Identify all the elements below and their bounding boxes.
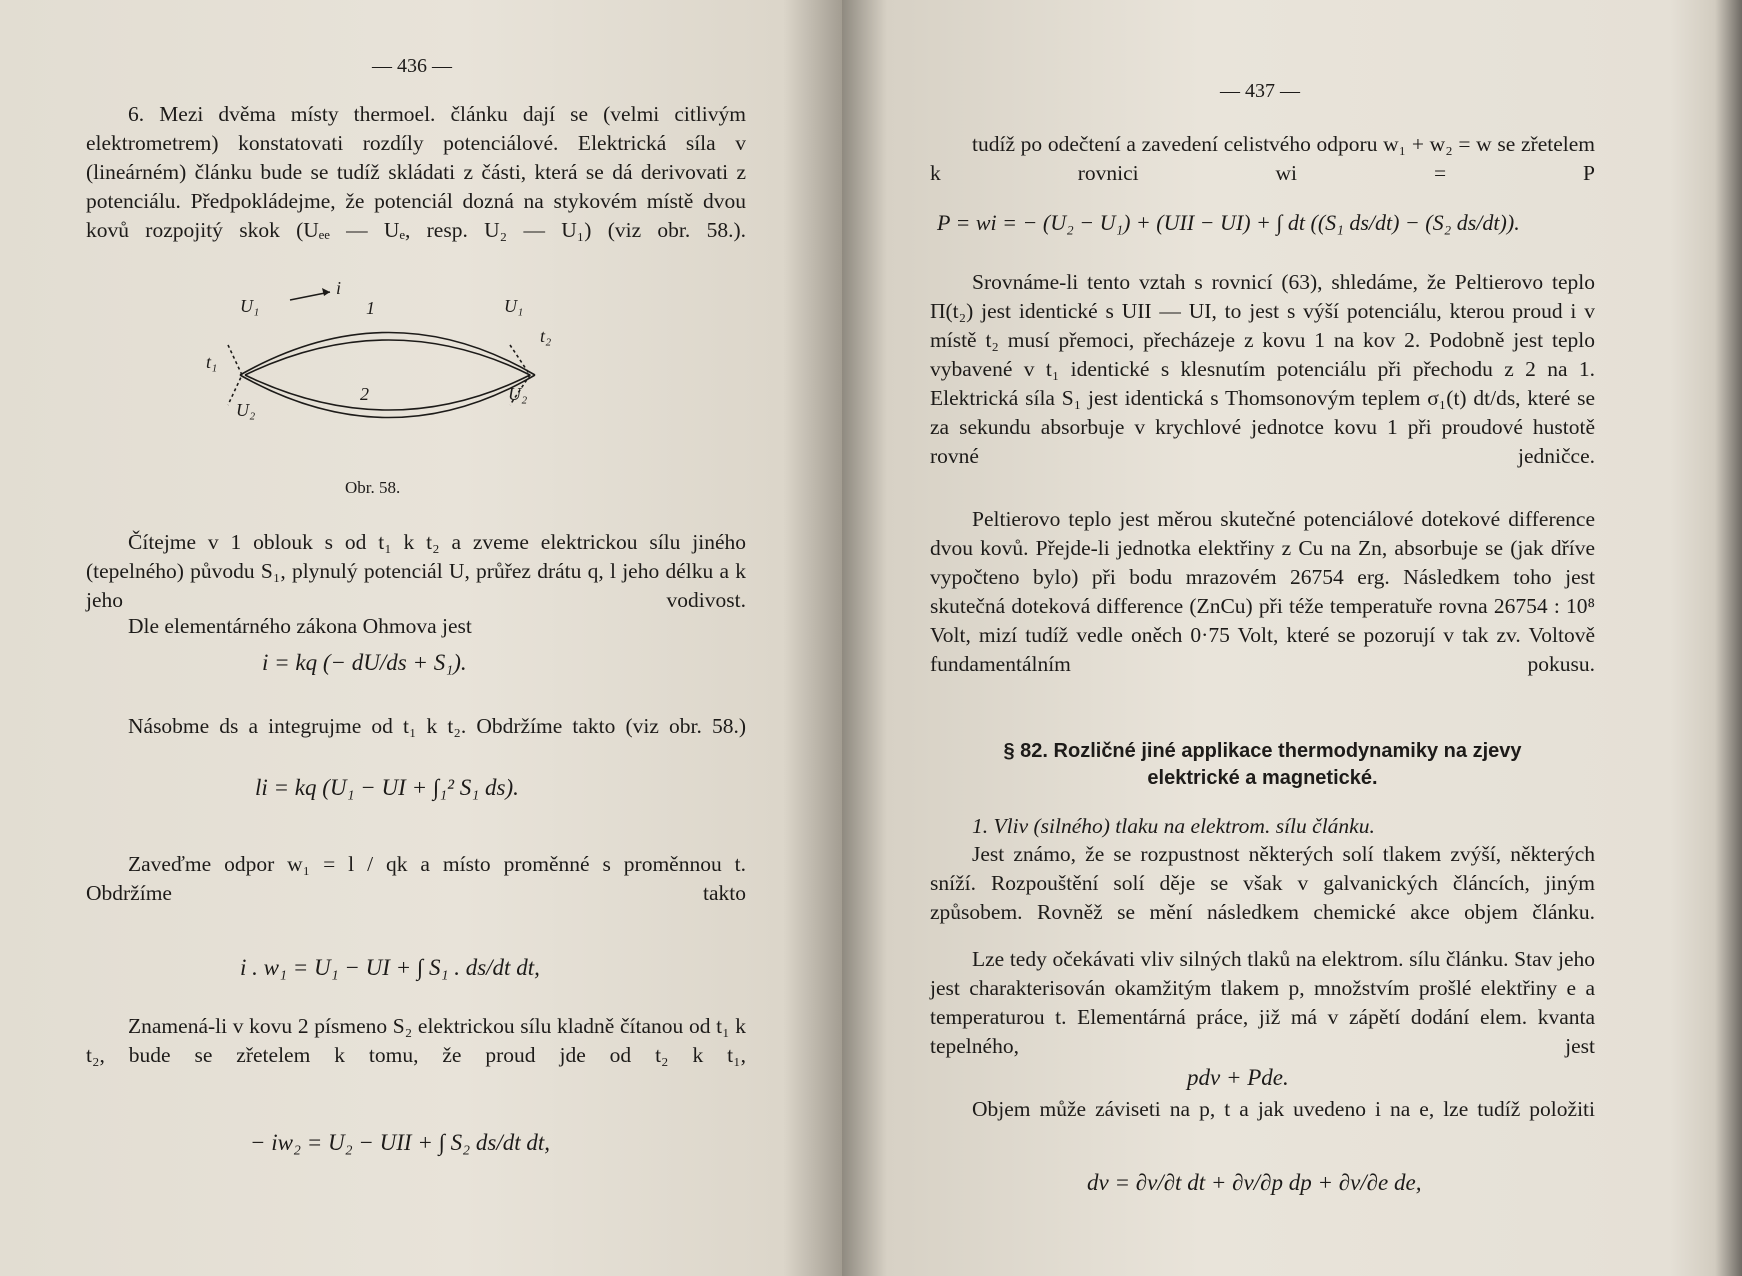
current-arrowhead [322, 288, 330, 296]
label-UI: U₁ [504, 296, 524, 316]
label-two: 2 [360, 384, 369, 404]
equation-iw1: i . w₁ = U₁ − UI + ∫ S₁ . ds/dt dt, [240, 955, 540, 980]
label-one: 1 [366, 298, 375, 318]
subsection-pressure: 1. Vliv (silného) tlaku na elektrom. sílu článku. [972, 814, 1375, 838]
page-number-right: — 437 — [1220, 80, 1300, 102]
left-page [0, 0, 842, 1276]
figure-58 [190, 278, 620, 470]
paragraph-integrate: Násobme ds a integrujme od t₁ k t₂. Obdržíme takto (viz obr. 58.) [128, 714, 746, 738]
section-title [930, 738, 1595, 792]
paragraph-total-resistance: tudíž po odečtení a zavedení celistvého odporu w₁ + w₂ = w se zřetelem k rovnici wi = P [930, 132, 1595, 185]
equation-pdv: pdv + Pde. [1187, 1065, 1289, 1090]
label-U1: U₁ [240, 296, 260, 316]
label-t2: t₂ [540, 326, 552, 346]
junction-left-dash [228, 345, 242, 405]
paragraph-thermoelectric: 6. Mezi dvěma místy thermoel. článku dají se (velmi citlivým elektrometrem) konstatovati rozdíly potenciálové. Elektrická síla v (lineárném) článku bude se tudíž skládati z části, která se dá derivovati z potenciálu. Předpokládejme, že potenciál dozná na stykovém místě dvou kovů rozpojitý skok (Uₑₑ — Uₑ, resp. U₂ — U₁) (viz obr. 58.). [86, 102, 746, 242]
paragraph-peltier-heat: Peltierovo teplo jest měrou skutečné potenciálové dotekové difference dvou kovů. Přejde-li jednotka elektřiny z Cu na Zn, absorbuje se (jak dříve vypočteno bylo) při bodu mrazovém 26754 erg. Následkem toho jest skutečná doteková difference (ZnCu) při téže temperatuře rovna 26754 : 10⁸ Volt, mizí tudíž vedle oněch 0·75 Volt, které se pozorují v tak zv. Voltově fundamentálním pokusu. [930, 507, 1595, 676]
paragraph-volume: Objem může záviseti na p, t a jak uvedeno i na e, lze tudíž položiti [972, 1097, 1595, 1121]
paragraph-ohm-law: Dle elementárného zákona Ohmova jest [128, 614, 472, 638]
page-number-left: — 436 — [372, 55, 452, 77]
paragraph-solubility: Jest známo, že se rozpustnost některých solí tlakem zvýší, některých sníží. Rozpouštění solí děje se však v galvanických článcích, jiným způsobem. Rovněž se mění následkem chemické akce objem článku. [930, 842, 1595, 924]
label-UII: U₂ [508, 384, 528, 404]
equation-iw2: − iw₂ = U₂ − UII + ∫ S₂ ds/dt dt, [250, 1130, 551, 1155]
paragraph-peltier-comparison: Srovnáme-li tento vztah s rovnicí (63), shledáme, že Peltierovo teplo Π(t₂) jest identické s UII — UI, to jest s výší potenciálu, kterou proud i v místě t₂ musí přemoci, přecházeje z kovu 1 na kov 2. Podobně jest teplo vybavené v t₁ identické s klesnutím potenciálu při přechodu z 2 na 1. Elektrická síla S₁ jest identická s Thomsonovým teplem σ₁(t) dt/ds, které se za sekundu absorbuje v krychlové jednotce kovu 1 při proudové hustotě rovné jedničce. [930, 270, 1595, 468]
equation-ohm: i = kq (− dU/ds + S₁). [262, 650, 467, 675]
paragraph-arc-definition: Čítejme v 1 oblouk s od t₁ k t₂ a zveme elektrickou sílu jiného (tepelného) původu S₁, plynulý potenciál U, průřez drátu q, l jeho délku a k jeho vodivost. [86, 530, 746, 612]
equation-P: P = wi = − (U₂ − U₁) + (UII − UI) + ∫ dt ((S₁ ds/dt) − (S₂ ds/dt)). [937, 210, 1520, 235]
paragraph-metal-2: Znamená-li v kovu 2 písmeno S₂ elektrickou sílu kladně čítanou od t₁ k t₂, bude se zřetelem k tomu, že proud jde od t₂ k t₁, [86, 1014, 746, 1067]
label-U2: U₂ [236, 400, 256, 420]
equation-dv: dv = ∂v/∂t dt + ∂v/∂p dp + ∂v/∂e de, [1087, 1170, 1422, 1195]
section-title-line-1: § 82. Rozličné jiné applikace thermodynamiky na zjevy [1003, 740, 1522, 762]
section-title-line-2: elektrické a magnetické. [1147, 767, 1378, 789]
conductor-arc-2-inner [245, 375, 530, 410]
label-t1: t₁ [206, 352, 218, 372]
paragraph-resistance: Zaveďme odpor w₁ = l / qk a místo proměnné s proměnnou t. Obdržíme takto [86, 852, 746, 905]
conductor-arc-1-inner [245, 340, 530, 375]
paragraph-expectation: Lze tedy očekávati vliv silných tlaků na elektrom. sílu článku. Stav jeho jest charakterisován okamžitým tlakem p, množstvím prošlé elektřiny e a temperaturou t. Elementárná práce, již má v zápětí dodání elem. kvanta tepelného, jest [930, 947, 1595, 1058]
right-page [842, 0, 1742, 1276]
equation-li: li = kq (U₁ − UI + ∫₁² S₁ ds). [255, 775, 519, 800]
label-i: i [336, 278, 342, 298]
conductor-arc-1 [240, 333, 535, 376]
conductor-arc-2 [240, 375, 535, 418]
figure-caption: Obr. 58. [345, 478, 401, 497]
